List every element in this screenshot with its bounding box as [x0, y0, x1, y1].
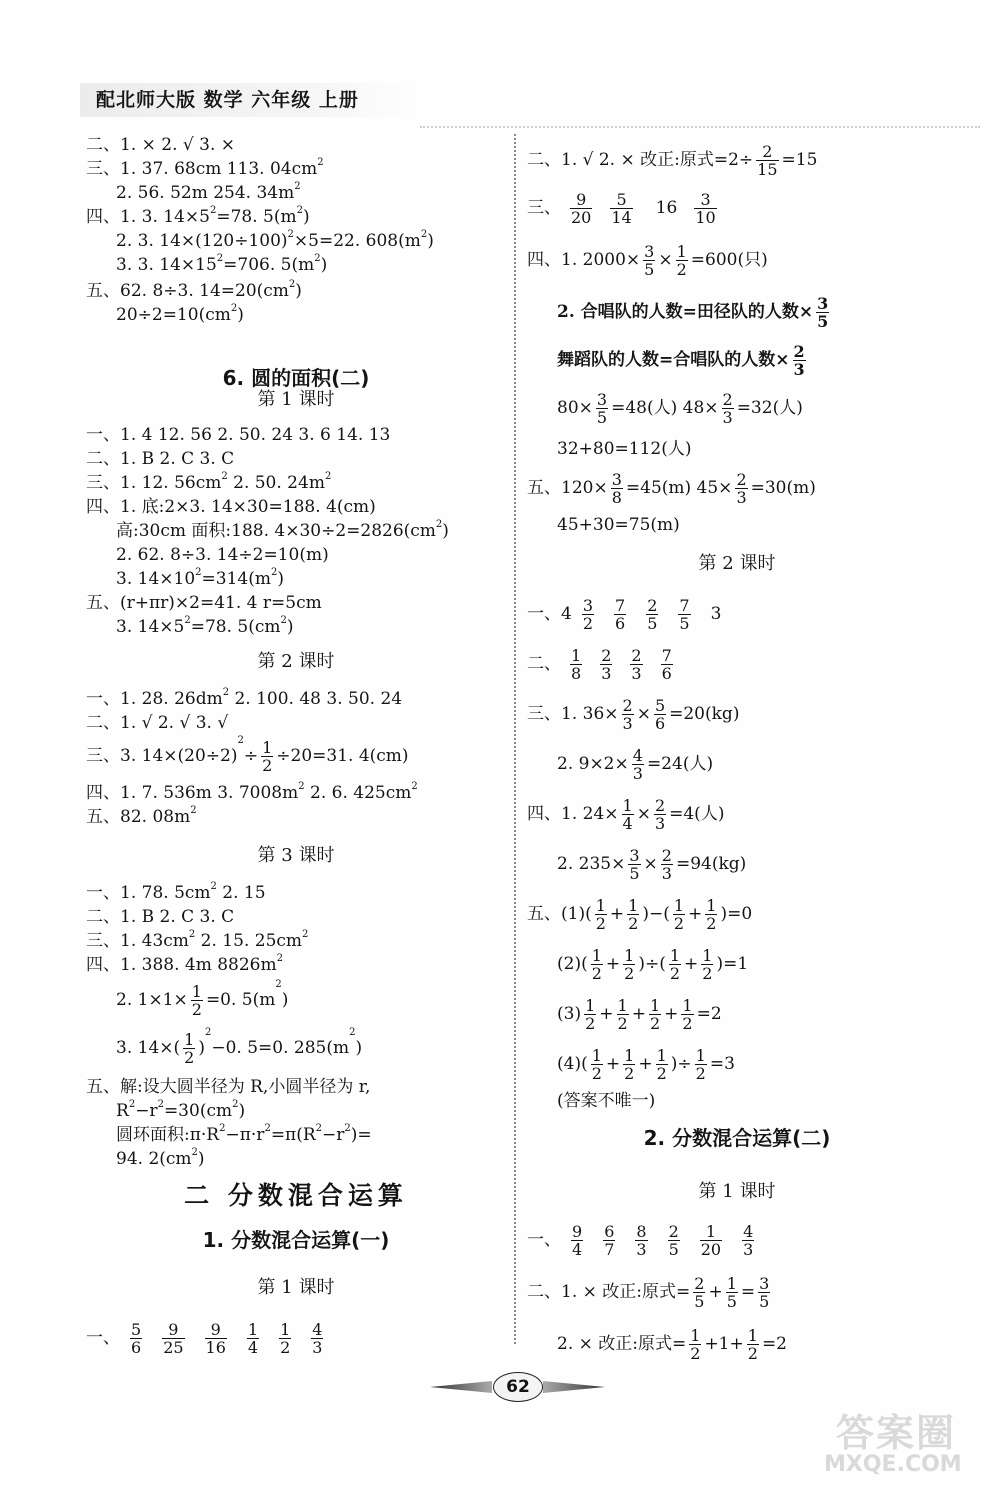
answer-line: 2. 3. $14\times(120\div 100)^2\times 5=22$. $608(m^2)$	[116, 229, 434, 251]
answer-line: 四、1. 388. 4m $8826m^2$	[86, 953, 283, 975]
fraction: $\frac{1}{2}$	[706, 896, 717, 933]
answer-line: 二、1. × 2. √ 3. ×	[86, 135, 235, 155]
fraction: $\frac{1}{2}$	[682, 996, 693, 1033]
fraction: $\frac{3}{2}$	[582, 596, 594, 633]
page-number: 62	[493, 1372, 543, 1402]
running-header	[80, 83, 420, 117]
chapter-title: 二 分数混合运算	[184, 1181, 408, 1210]
answer-line: 一、 $\frac{5}{6}$ $\frac{9}{25}$ $\frac{9}{16}$ $\frac{1}{4}$ $\frac{1}{2}$ $\frac{4}{3}$	[86, 1320, 323, 1357]
lesson-title: 第 1 课时	[698, 1181, 776, 1202]
fraction: $\frac{9}{16}$	[205, 1320, 226, 1357]
fraction: $\frac{1}{2}$	[690, 1326, 701, 1363]
watermark-logo-text: 答案圈	[836, 1411, 957, 1455]
fraction: $\frac{3}{5}$	[629, 846, 640, 883]
fraction: $\frac{9}{20}$	[571, 190, 592, 227]
answer-line: 94. $2(cm^2)$	[116, 1147, 205, 1169]
fraction: $\frac{1}{2}$	[184, 1030, 195, 1067]
fraction: $\frac{7}{6}$	[615, 596, 626, 633]
answer-line: $R^2-r^2=30(cm^2)$	[116, 1099, 246, 1121]
answer-line: 三、1. 36× $\frac{2}{3}$ × $\frac{5}{6}$ =20(kg)	[527, 696, 740, 733]
answer-line: 2. 235× $\frac{3}{5}$ × $\frac{2}{3}$ =94(kg)	[557, 846, 747, 883]
fraction: $\frac{2}{3}$	[793, 342, 805, 379]
fraction: $\frac{2}{3}$	[661, 846, 672, 883]
page-number-badge	[430, 1372, 605, 1402]
fraction: $\frac{2}{3}$	[601, 646, 612, 683]
lesson-title: 第 1 课时	[257, 1277, 335, 1298]
lesson-title: 第 2 课时	[698, 553, 776, 574]
section-title: 2. 分数混合运算(二)	[643, 1126, 831, 1150]
answer-line: 一、 $\frac{9}{4}$ $\frac{6}{7}$ $\frac{8}{3}$ $\frac{2}{5}$ $\frac{1}{20}$ $\frac{4}{3}$	[527, 1222, 754, 1259]
fraction: $\frac{2}{3}$	[654, 796, 666, 833]
answer-line: 45+30=75(m)	[557, 515, 680, 535]
fraction: $\frac{1}{2}$	[191, 982, 202, 1019]
left-ornament	[430, 1381, 492, 1393]
fraction: $\frac{5}{6}$	[131, 1320, 142, 1357]
fraction: $\frac{1}{2}$	[591, 1046, 602, 1083]
answer-line: 三、1. 12. $56cm^2$ 2. 50. $24m^2$	[86, 471, 332, 493]
fraction: $\frac{6}{7}$	[604, 1222, 615, 1259]
answer-line: 32+80=112(人)	[557, 439, 692, 459]
lesson-title: 第 2 课时	[257, 651, 335, 672]
right-ornament	[543, 1381, 605, 1393]
fraction: $\frac{2}{3}$	[622, 696, 633, 733]
fraction: $\frac{1}{2}$	[624, 1046, 635, 1083]
fraction: $\frac{3}{5}$	[596, 390, 608, 427]
answer-line: 2. 合唱队的人数=田径队的人数× $\frac{3}{5}$	[557, 294, 829, 331]
answer-line: 三、 $\frac{9}{20}$ $\frac{5}{14}$ 16 $\frac{3}{10}$	[527, 190, 716, 227]
answer-line: (3) $\frac{1}{2}$ + $\frac{1}{2}$ + $\frac{1}{2}$ + $\frac{1}{2}$ =2	[557, 996, 722, 1033]
answer-line: (4)( $\frac{1}{2}$ + $\frac{1}{2}$ + $\frac{1}{2}$ )÷ $\frac{1}{2}$ =3	[557, 1046, 735, 1083]
fraction: $\frac{5}{6}$	[654, 696, 666, 733]
section-title: 1. 分数混合运算(一)	[202, 1228, 390, 1252]
fraction: $\frac{7}{5}$	[679, 596, 690, 633]
fraction: $\frac{1}{2}$	[595, 896, 606, 933]
fraction: $\frac{1}{2}$	[628, 896, 639, 933]
answer-line: 一、4 $\frac{3}{2}$ $\frac{7}{6}$ $\frac{2}{5}$ $\frac{7}{5}$ 3	[527, 596, 722, 633]
answer-line: 2. 62. 8÷3. 14÷2=10(m)	[116, 545, 329, 565]
fraction: $\frac{1}{2}$	[591, 946, 602, 983]
fraction: $\frac{1}{2}$	[673, 896, 685, 933]
fraction: $\frac{2}{15}$	[757, 142, 778, 179]
answer-line: 三、1. $43cm^2$ 2. 15. $25cm^2$	[86, 929, 309, 951]
fraction: $\frac{1}{20}$	[700, 1222, 722, 1259]
answer-line: 2. × 改正:原式= $\frac{1}{2}$ +1+ $\frac{1}{2}$ =2	[557, 1326, 787, 1363]
lesson-title: 第 1 课时	[257, 389, 335, 410]
fraction: $\frac{3}{10}$	[695, 190, 716, 227]
section-title: 6. 圆的面积(二)	[222, 366, 370, 390]
answer-line: 四、1. 7. 536m 3. $7008m^2$ 2. 6. $425cm^2$	[86, 781, 418, 803]
fraction: $\frac{2}{3}$	[722, 390, 733, 427]
answer-line: 一、1. 78. $5cm^2$ 2. 15	[86, 881, 266, 903]
answer-line: 五、62. 8÷3. $14=20(cm^2)$	[86, 279, 302, 301]
fraction: $\frac{4}{3}$	[312, 1320, 323, 1357]
fraction: $\frac{1}{4}$	[247, 1320, 259, 1357]
answer-line: 五、(r+πr)×2=41. 4 r=5cm	[86, 593, 322, 613]
answer-line: 二、1. B 2. C 3. C	[86, 907, 235, 927]
answer-line: 舞蹈队的人数=合唱队的人数× $\frac{2}{3}$	[557, 342, 805, 379]
answer-line: (2)( $\frac{1}{2}$ + $\frac{1}{2}$ )÷( $\frac{1}{2}$ + $\frac{1}{2}$ )=1	[557, 946, 749, 983]
answer-line: 二、 $\frac{1}{8}$ $\frac{2}{3}$ $\frac{2}{3}$ $\frac{7}{6}$	[527, 646, 672, 683]
answer-line: 五、解:设大圆半径为 R,小圆半径为 r,	[86, 1077, 371, 1097]
answer-line: 3. 3. $14\times 15^2=706$. $5(m^2)$	[116, 253, 328, 275]
answer-line: 3. $14\times 10^2=314(m^2)$	[116, 567, 284, 589]
header-rule	[420, 126, 980, 128]
answer-line: 二、1. √ 2. × 改正:原式=2÷ $\frac{2}{15}$ =15	[527, 142, 818, 179]
fraction: $\frac{1}{8}$	[571, 646, 582, 683]
answer-line: $20\div 2=10(cm^2)$	[116, 303, 244, 325]
answer-line: 三、3. $14\times(20\div 2)^2\div$ $\frac{1}{2}$ ÷20=31. 4(cm)	[86, 735, 409, 775]
fraction: $\frac{1}{2}$	[624, 946, 635, 983]
fraction: $\frac{1}{2}$	[585, 996, 596, 1033]
fraction: $\frac{3}{8}$	[611, 470, 622, 507]
answer-line: 高:30cm 面积:188. $4\times 30\div 2=2826(cm^2)$	[116, 519, 449, 541]
answer-line: 3. $14\times 5^2=78$. $5(cm^2)$	[116, 615, 294, 637]
fraction: $\frac{1}{2}$	[695, 1046, 706, 1083]
fraction: $\frac{2}{3}$	[631, 646, 642, 683]
answer-line: 四、1. 24× $\frac{1}{4}$ × $\frac{2}{3}$ =4(人)	[527, 796, 725, 833]
fraction: $\frac{1}{4}$	[622, 796, 633, 833]
answer-line: 圆环面积$:\pi\cdot R^2-\pi\cdot r^2=\pi(R^2-r^2)=$	[116, 1123, 372, 1145]
fraction: $\frac{2}{3}$	[736, 470, 747, 507]
fraction: $\frac{1}{2}$	[649, 996, 661, 1033]
fraction: $\frac{2}{5}$	[694, 1274, 705, 1311]
column-divider	[514, 134, 516, 1344]
answer-line: 五、82. $08m^2$	[86, 805, 197, 827]
fraction: $\frac{4}{3}$	[632, 746, 643, 783]
answer-line: 四、1. 2000× $\frac{3}{5}$ × $\frac{1}{2}$ =600(只)	[527, 242, 768, 279]
fraction: $\frac{4}{3}$	[743, 1222, 754, 1259]
answer-line: 五、120× $\frac{3}{8}$ =45(m) 45× $\frac{2}{3}$ =30(m)	[527, 470, 816, 507]
answer-line: 2. 9×2× $\frac{4}{3}$ =24(人)	[557, 746, 714, 783]
fraction: $\frac{1}{5}$	[726, 1274, 737, 1311]
fraction: $\frac{7}{6}$	[661, 646, 672, 683]
fraction: $\frac{1}{2}$	[702, 946, 713, 983]
watermark	[818, 1402, 988, 1482]
fraction: $\frac{1}{2}$	[617, 996, 628, 1033]
watermark-url: MXQE.COM	[824, 1452, 962, 1477]
answer-line: 四、1. 3. $14\times 5^2=78$. $5(m^2)$	[86, 205, 310, 227]
fraction: $\frac{8}{3}$	[636, 1222, 647, 1259]
answer-line: 3. 14×( $\frac{1}{2}$ )$^2$−0. 5=0. $285(m^2)$	[116, 1027, 363, 1067]
answer-line: 二、1. × 改正:原式= $\frac{2}{5}$ + $\frac{1}{5}$ = $\frac{3}{5}$	[527, 1274, 770, 1311]
fraction: $\frac{3}{5}$	[817, 294, 829, 331]
lesson-title: 第 3 课时	[257, 845, 335, 866]
header-title: 配北师大版 数学 六年级 上册	[96, 89, 359, 111]
fraction: $\frac{5}{14}$	[611, 190, 632, 227]
fraction: $\frac{1}{2}$	[676, 242, 687, 279]
fraction: $\frac{2}{5}$	[647, 596, 658, 633]
answer-line: 2. 56. 52m 254. $34m^2$	[116, 181, 301, 203]
fraction: $\frac{9}{25}$	[163, 1320, 184, 1357]
fraction: $\frac{1}{2}$	[656, 1046, 667, 1083]
fraction: $\frac{1}{2}$	[280, 1320, 291, 1357]
answer-line: 五、(1)( $\frac{1}{2}$ + $\frac{1}{2}$ )−( $\frac{1}{2}$ + $\frac{1}{2}$ )=0	[527, 896, 753, 933]
fraction: $\frac{3}{5}$	[759, 1274, 770, 1311]
fraction: $\frac{3}{5}$	[644, 242, 655, 279]
fraction: $\frac{9}{4}$	[572, 1222, 583, 1259]
answer-line: 一、1. 28. $26dm^2$ 2. 100. 48 3. 50. 24	[86, 687, 403, 709]
fraction: $\frac{2}{5}$	[668, 1222, 679, 1259]
answer-line: 2. 1×1× $\frac{1}{2}$ =0. $5(m^2)$	[116, 979, 289, 1019]
fraction: $\frac{1}{2}$	[669, 946, 681, 983]
answer-line: 三、1. 37. 68cm 113. $04cm^2$	[86, 157, 324, 179]
answer-line: 一、1. 4 12. 56 2. 50. 24 3. 6 14. 13	[86, 425, 391, 445]
answer-line: 二、1. √ 2. √ 3. √	[86, 713, 229, 733]
answer-line: 二、1. B 2. C 3. C	[86, 449, 235, 469]
fraction: $\frac{1}{2}$	[747, 1326, 758, 1363]
fraction: $\frac{1}{2}$	[262, 738, 273, 775]
answer-line: 80× $\frac{3}{5}$ =48(人) 48× $\frac{2}{3}$ =32(人)	[557, 390, 803, 427]
answer-line: (答案不唯一)	[557, 1091, 656, 1111]
answer-line: 四、1. 底:2×3. 14×30=188. 4(cm)	[86, 497, 376, 517]
